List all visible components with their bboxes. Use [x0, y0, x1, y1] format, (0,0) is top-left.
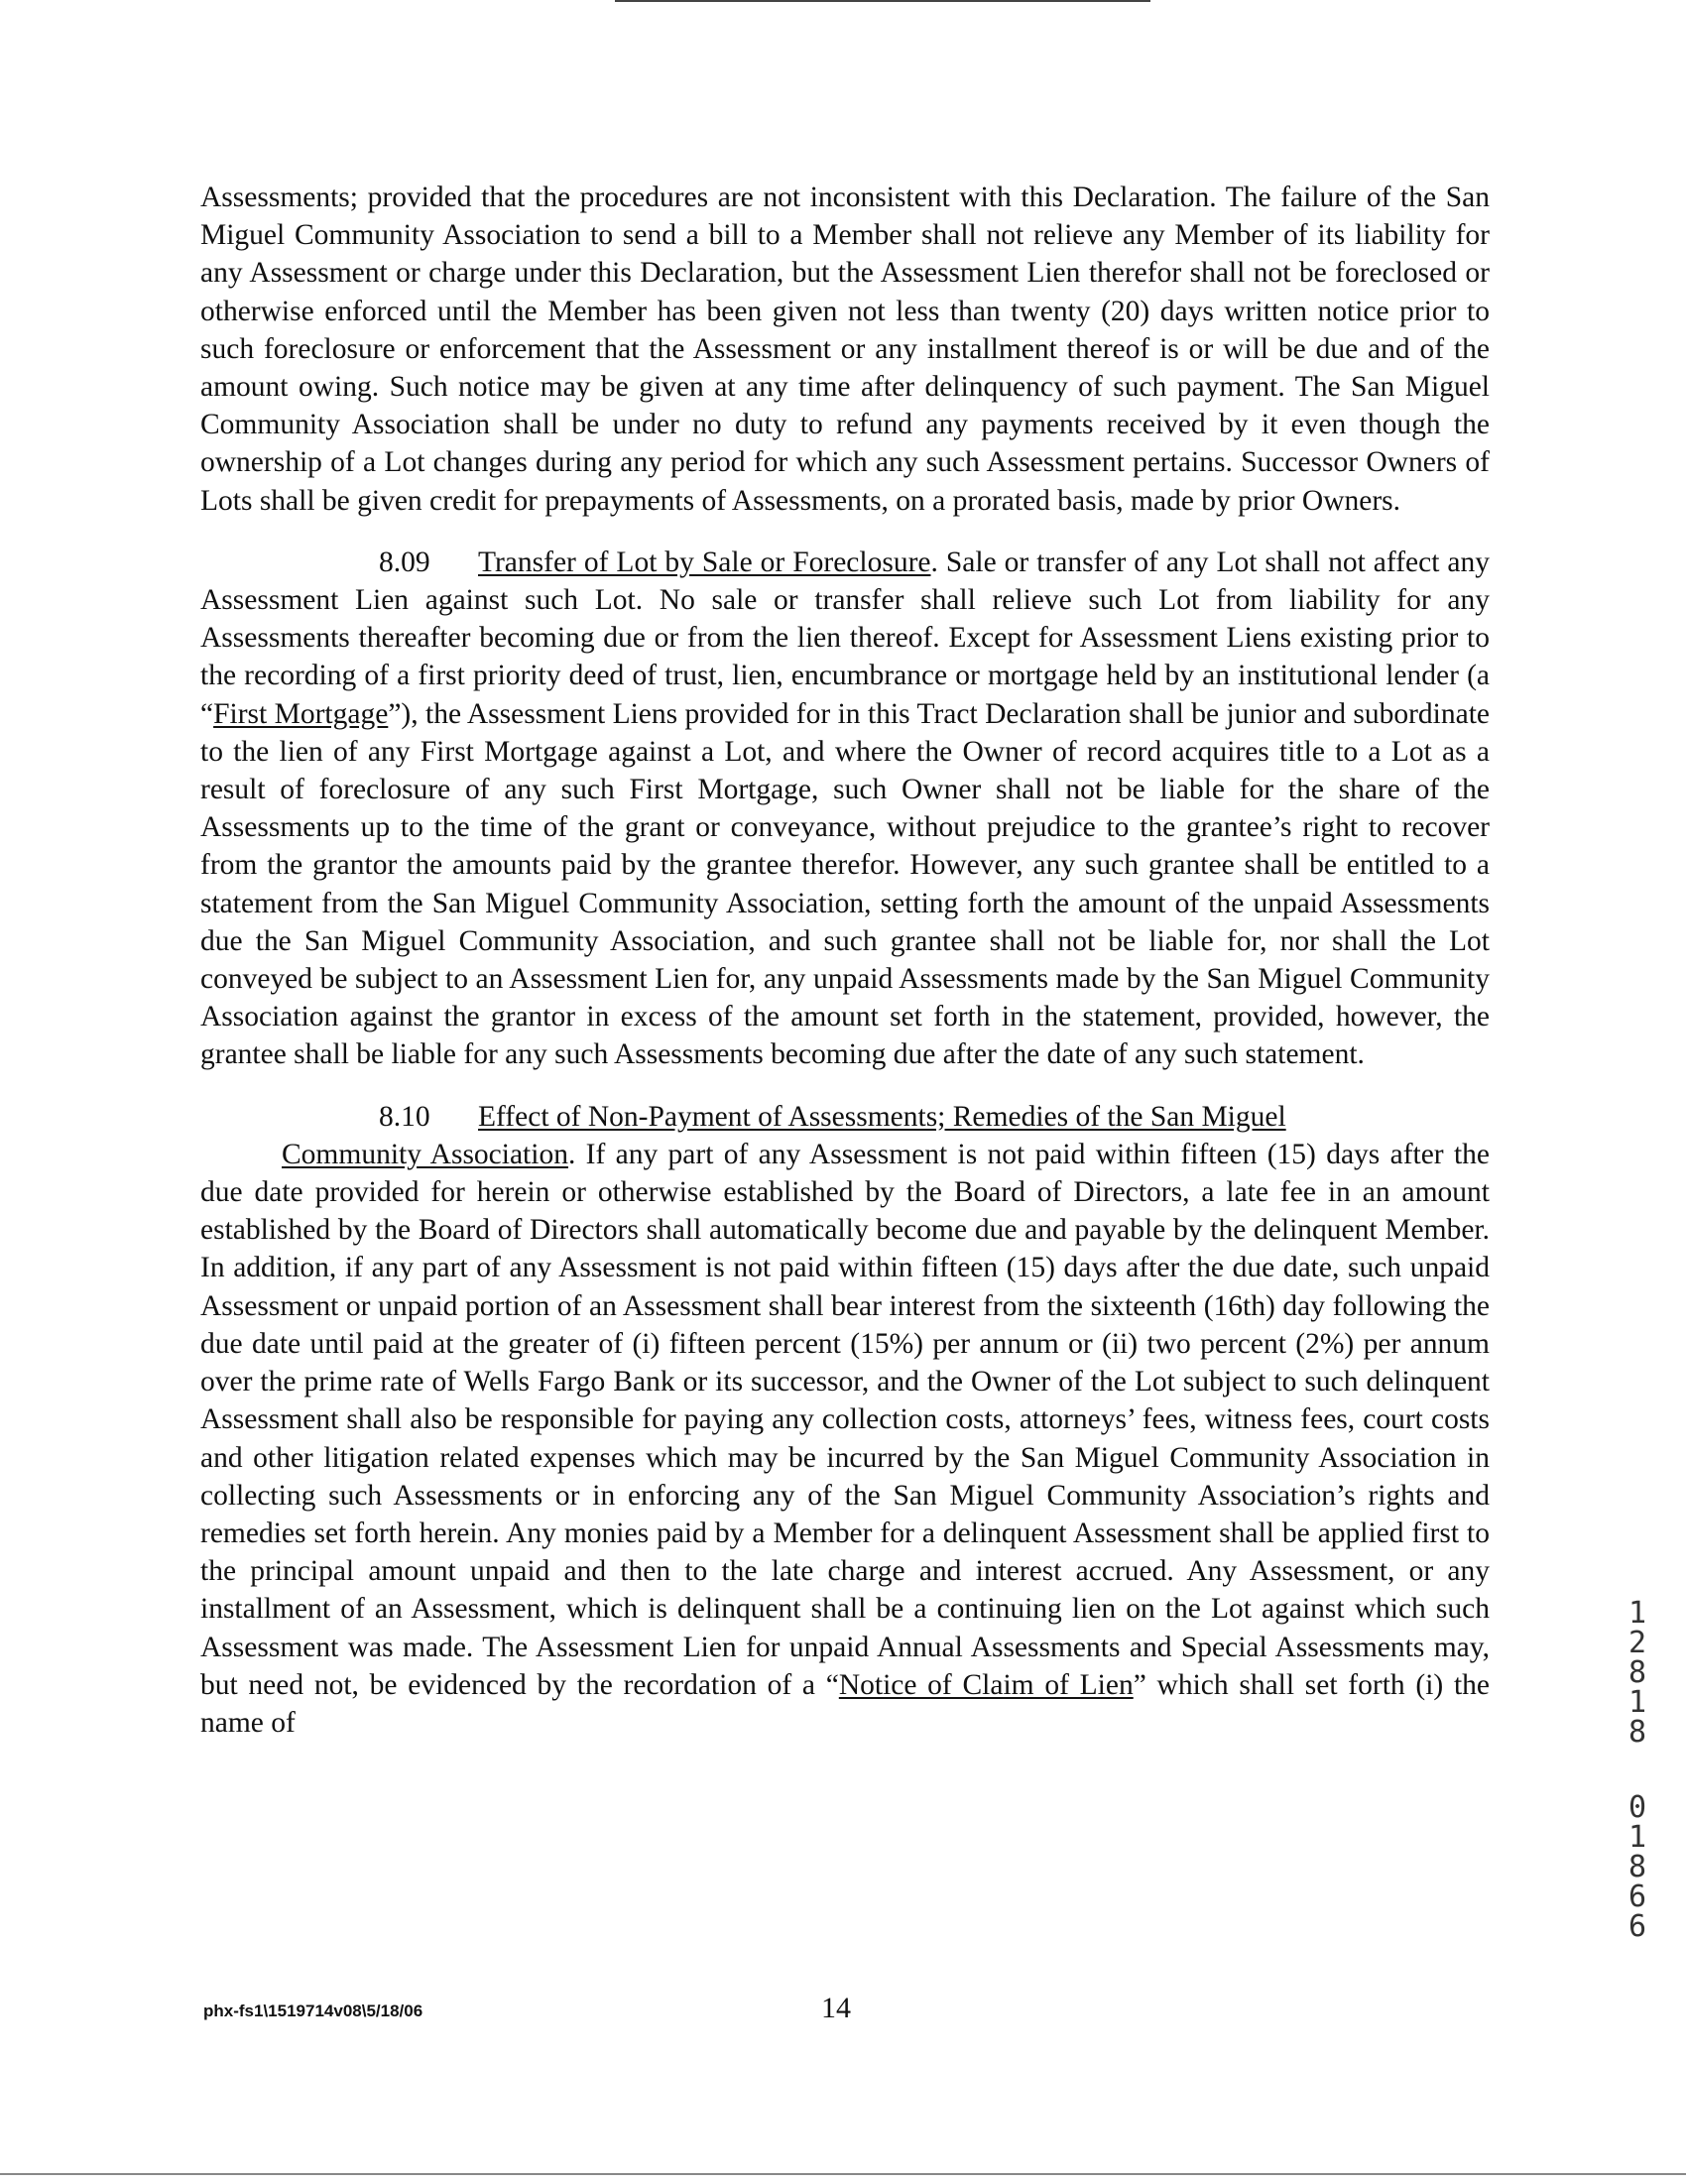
intro-paragraph: Assessments; provided that the procedures are not inconsistent with this Declaration. The failure of the San Miguel Community Association to send a bill to a Member shall not relieve any Member of its liability for any Assessment or charge under this Declaration, but the Assessment Lien therefor shall not be foreclosed or otherwise enforced until the Member has been given not less than twenty (20) days written notice prior to such foreclosure or enforcement that the Assessment or any installment thereof is or will be due and of the amount owing. Such notice may be given at any time after delinquency of such payment. The San Miguel Community Association shall be under no duty to refund any payments received by it even though the ownership of a Lot changes during any period for which any such Assessment pertains. Successor Owners of Lots shall be given credit for prepayments of Assessments, on a prorated basis, made by prior Owners. — [200, 182, 1490, 517]
stamp-digit: 0 — [1627, 1790, 1647, 1825]
stamp-digit: 8 — [1627, 1655, 1647, 1690]
stamp-digit: 6 — [1627, 1880, 1647, 1914]
stamp-gap — [1623, 1748, 1652, 1793]
document-body — [200, 179, 1490, 1765]
section-number: 8.09 — [379, 546, 430, 578]
section-number: 8.10 — [379, 1100, 430, 1133]
section-8-09 — [200, 544, 1490, 1074]
stamp-digit: 1 — [1627, 1685, 1647, 1720]
stamp-digit: 1 — [1627, 1820, 1647, 1855]
stamp-digit: 8 — [1627, 1850, 1647, 1884]
section-title-line-1: Effect of Non-Payment of Assessments; Remedies of the San Miguel — [478, 1100, 1286, 1133]
recording-number-stamp — [1623, 1596, 1652, 1944]
section-8-10 — [200, 1098, 1490, 1742]
bottom-scan-rule — [0, 2173, 1686, 2175]
section-title: Transfer of Lot by Sale or Foreclosure — [478, 546, 931, 578]
stamp-digit: 6 — [1627, 1909, 1647, 1944]
section-body-part-1: . If any part of any Assessment is not paid within fifteen (15) days after the due date provided for herein or otherwise established by the Board of Directors, a late fee in an amount established by the Board of Directors shall automatically become due and payable by the delinquent Member. In addition, if any part of any Assessment is not paid within fifteen (15) days after the due date, such unpaid Assessment or unpaid portion of an Assessment shall bear interest from the sixteenth (16th) day following the due date until paid at the greater of (i) fifteen percent (15%) per annum or (ii) two percent (2%) per annum over the prime rate of Wells Fargo Bank or its successor, and the Owner of the Lot subject to such delinquent Assessment shall also be responsible for paying any collection costs, attorneys’ fees, witness fees, court costs and other litigation related expenses which may be incurred by the San Miguel Community Association in collecting such Assessments or in enforcing any of the San Miguel Community Association’s rights and remedies set forth herein. Any monies paid by a Member for a delinquent Assessment shall be applied first to the principal amount unpaid and then to the late charge and interest accrued. Any Assessment, or any installment of an Assessment, which is delinquent shall be a continuing lien on the Lot against which such Assessment was made. The Assessment Lien for unpaid Annual Assessments and Special Assessments may, but need not, be evidenced by the recordation of a “ — [200, 1138, 1490, 1701]
stamp-digit: 2 — [1627, 1626, 1647, 1660]
stamp-digit: 8 — [1627, 1715, 1647, 1750]
footer-file-reference: phx-fs1\1519714v08\5/18/06 — [203, 2002, 423, 2020]
page-number: 14 — [821, 1992, 851, 2024]
defined-term-notice-of-claim-of-lien: Notice of Claim of Lien — [838, 1668, 1134, 1701]
section-body-part-2: ” which shall set forth (i) the name of — [200, 1668, 1490, 1739]
defined-term-first-mortgage: First Mortgage — [213, 697, 389, 730]
section-body-part-1: . Sale or transfer of any Lot shall not affect any Assessment Lien against such Lot. No sale or transfer shall relieve such Lot from liability for any Assessments thereafter becoming due or from the lien thereof. Except for Assessment Liens existing prior to the recording of a first priority deed of trust, lien, encumbrance or mortgage held by an institutional lender (a “ — [200, 546, 1490, 730]
section-body-part-2: ”), the Assessment Liens provided for in this Tract Declaration shall be junior and subordinate to the lien of any First Mortgage against a Lot, and where the Owner of record acquires title to a Lot as a result of foreclosure of any such First Mortgage, such Owner shall not be liable for the share of the Assessments up to the time of the grant or conveyance, without prejudice to the grantee’s right to recover from the grantor the amounts paid by the grantee therefor. However, any such grantee shall be entitled to a statement from the San Miguel Community Association, setting forth the amount of the unpaid Assessments due the San Miguel Community Association, and such grantee shall not be liable for, nor shall the Lot conveyed be subject to an Assessment Lien for, any unpaid Assessments made by the San Miguel Community Association against the grantor in excess of the amount set forth in the statement, provided, however, the grantee shall be liable for any such Assessments becoming due after the date of any such statement. — [200, 697, 1491, 1071]
top-scan-rule — [615, 0, 1150, 2]
section-title-line-2: Community Association — [282, 1138, 568, 1170]
stamp-digit: 1 — [1627, 1596, 1647, 1631]
